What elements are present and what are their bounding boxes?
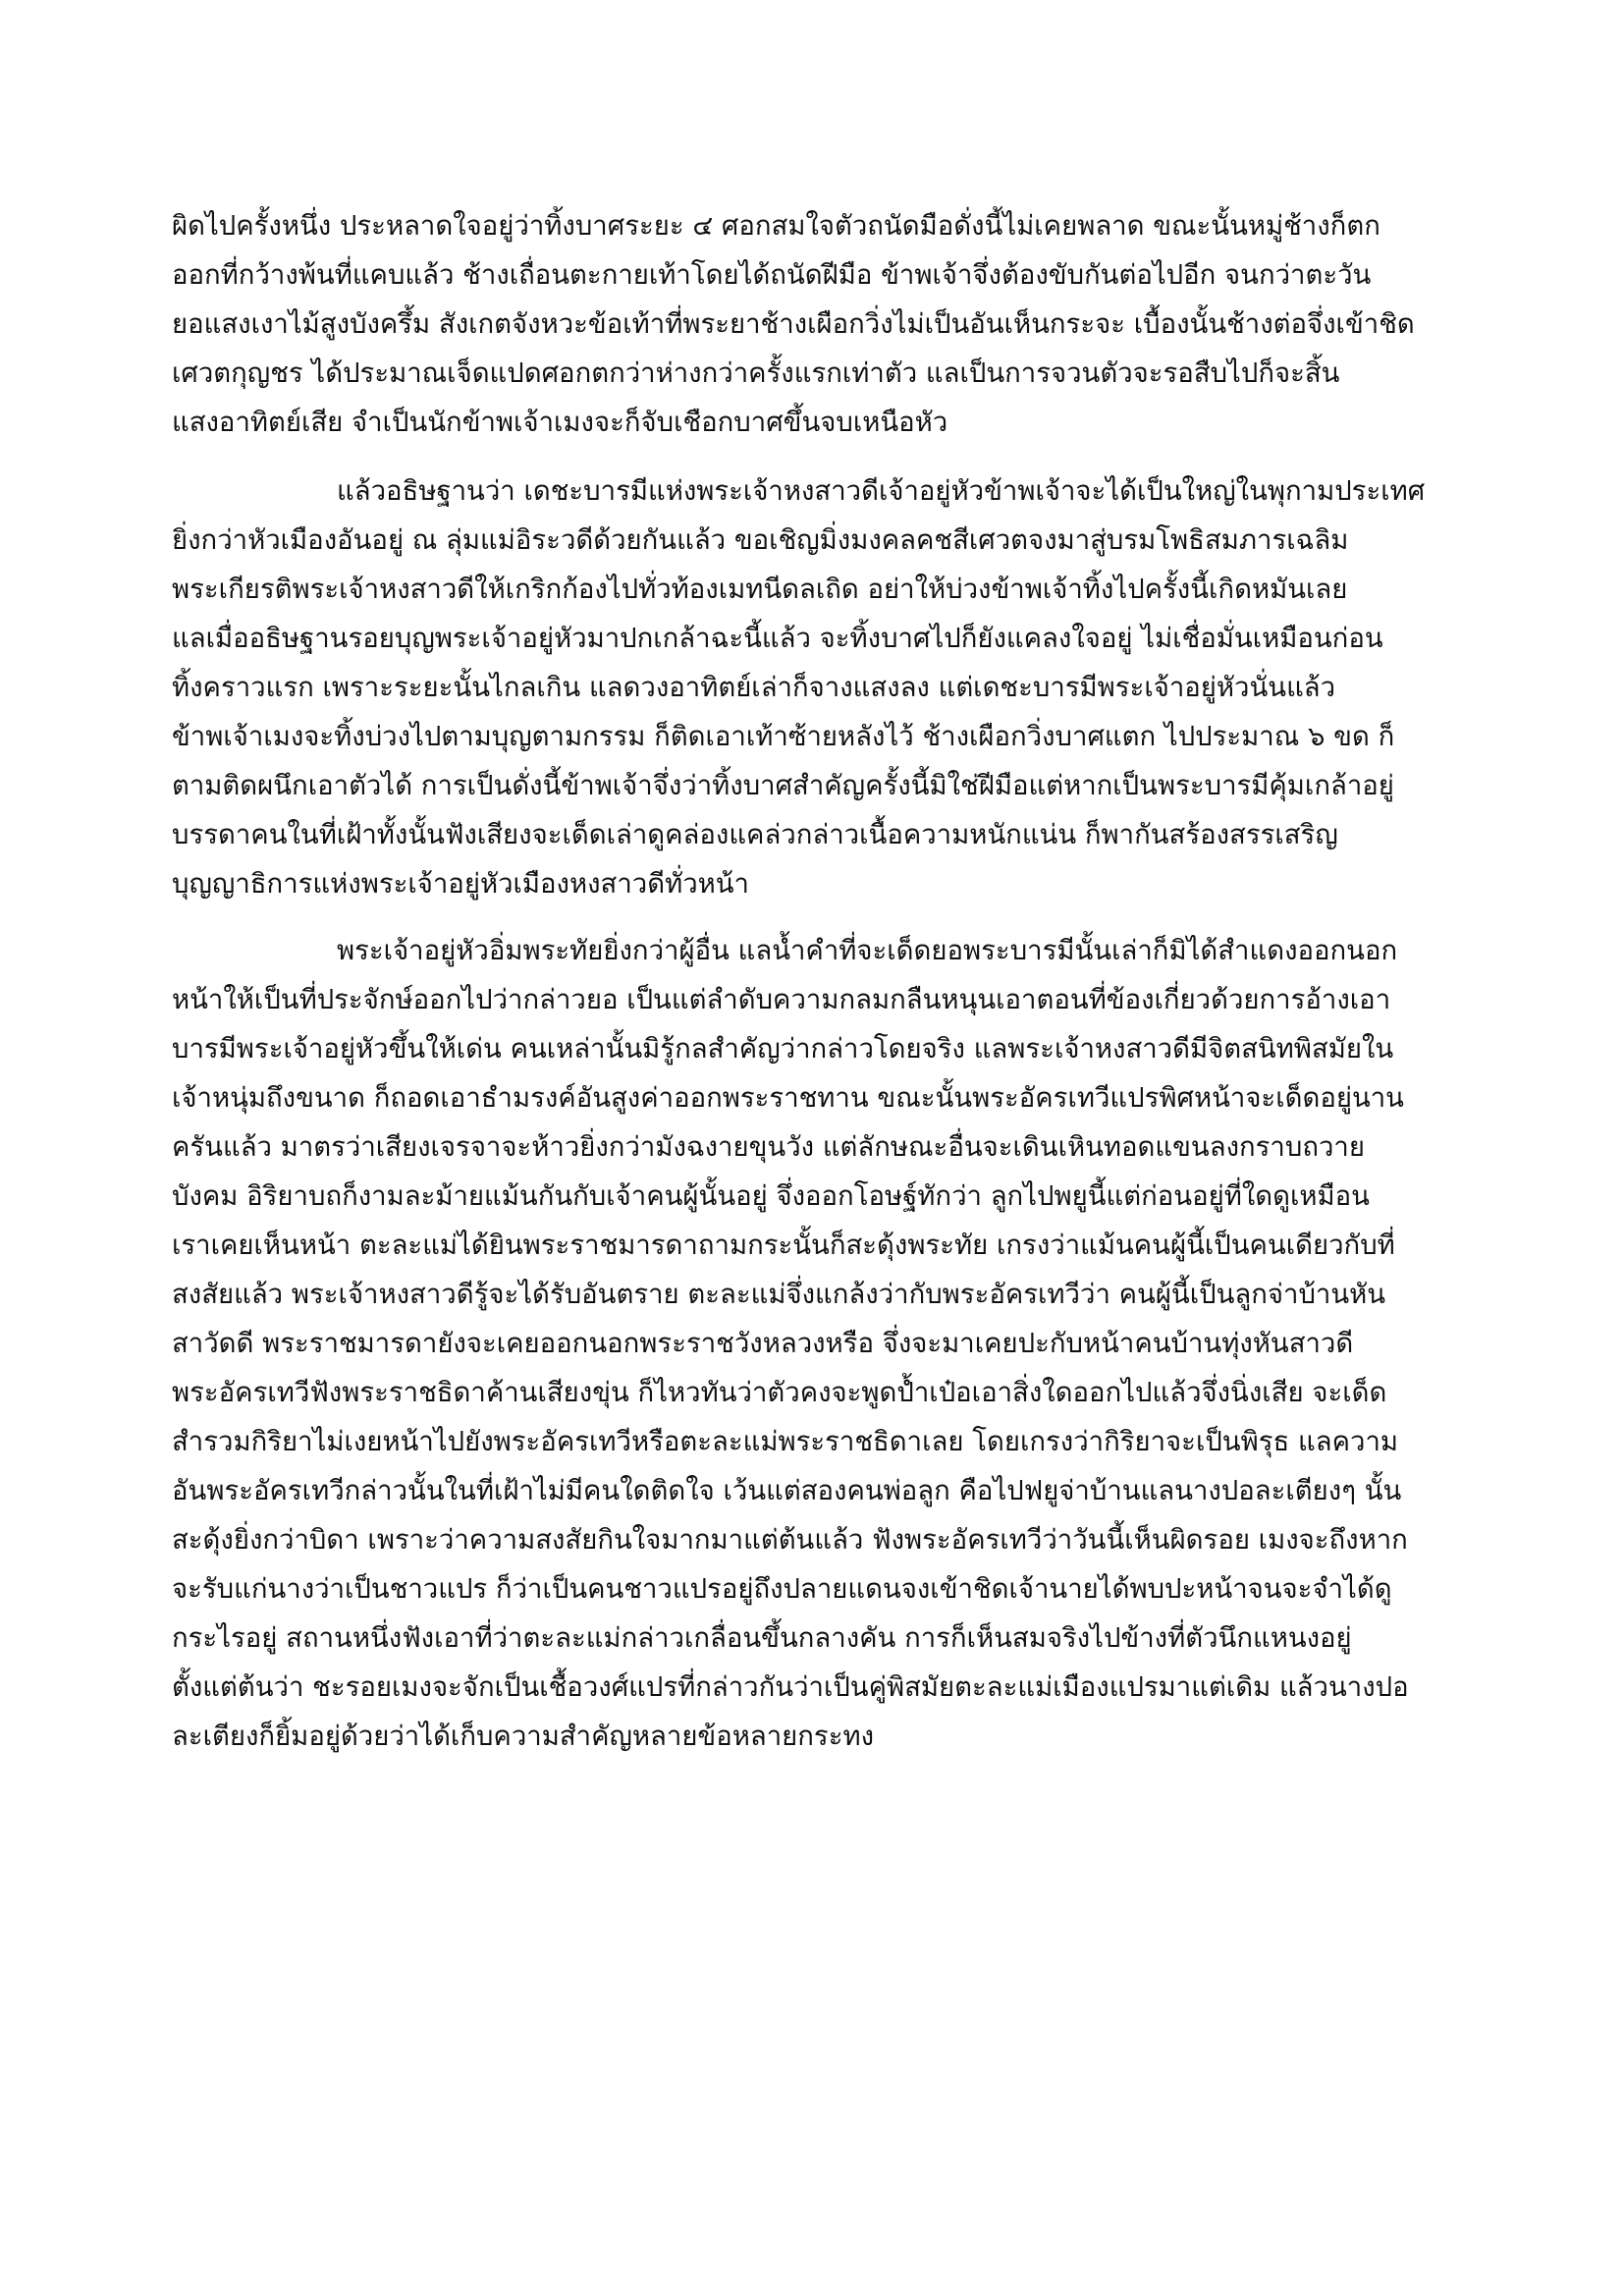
text-line: พระเกียรติพระเจ้าหงสาวดีให้เกริกก้องไปทั่วท้องเมทนีดลเถิด อย่าให้บ่วงข้าพเจ้าทิ้งไปครั้งนี้เกิดหมันเลย — [172, 574, 1348, 605]
text-line: ตามติดผนึกเอาตัวได้ การเป็นดั่งนี้ข้าพเจ้าจึ่งว่าทิ้งบาศสำคัญครั้งนี้มิใช่ฝีมือแต่หากเป็นพระบารมีคุ้มเกล้าอยู่ — [172, 770, 1394, 801]
text-line: บารมีพระเจ้าอยู่หัวขึ้นให้เด่น คนเหล่านั้นมิรู้กลสำคัญว่ากล่าวโดยจริง แลพระเจ้าหงสาวดีมีจิตสนิทพิสมัยใน — [172, 1033, 1394, 1065]
text-line: สะดุ้งยิ่งกว่าบิดา เพราะว่าความสงสัยกินใจมากมาแต่ต้นแล้ว ฟังพระอัครเทวีว่าวันนี้เห็นผิดรอย เมงจะถึงหาก — [172, 1524, 1408, 1556]
text-line: พระเจ้าอยู่หัวอิ่มพระทัยยิ่งกว่าผู้อื่น แลน้ำคำที่จะเด็ดยอพระบารมีนั้นเล่าก็มิได้สำแดงออกนอก — [337, 935, 1398, 966]
text-line: ละเตียงก็ยิ้มอยู่ด้วยว่าได้เก็บความสำคัญหลายข้อหลายกระทง — [172, 1721, 875, 1752]
text-line: ทิ้งคราวแรก เพราะระยะนั้นไกลเกิน แลดวงอาทิตย์เล่าก็จางแสงลง แต่เดชะบารมีพระเจ้าอยู่หัวนั่นแล้ว — [172, 672, 1336, 703]
text-line: ตั้งแต่ต้นว่า ชะรอยเมงจะจักเป็นเชื้อวงศ์แปรที่กล่าวกันว่าเป็นคู่พิสมัยตะละแม่เมืองแปรมาแต่เดิม แล้วนางปอ — [172, 1671, 1409, 1703]
text-line: แล้วอธิษฐานว่า เดชะบารมีแห่งพระเจ้าหงสาวดีเจ้าอยู่หัวข้าพเจ้าจะได้เป็นใหญ่ในพุกามประเทศ — [337, 475, 1426, 507]
text-line: บุญญาธิการแห่งพระเจ้าอยู่หัวเมืองหงสาวดีทั่วหน้า — [172, 868, 750, 900]
paragraph-1 — [172, 201, 1453, 447]
text-line: กระไรอยู่ สถานหนึ่งฟังเอาที่ว่าตะละแม่กล่าวเกลื่อนขึ้นกลางคัน การก็เห็นสมจริงไปข้างที่ตัวนึกแหนงอยู่ — [172, 1622, 1352, 1654]
paragraph-2 — [172, 466, 1453, 908]
text-line: ผิดไปครั้งหนึ่ง ประหลาดใจอยู่ว่าทิ้งบาศระยะ ๔ ศอกสมใจตัวถนัดมือดั่งนี้ไม่เคยพลาด ขณะนั้นหมู่ช้างก็ตก — [172, 210, 1380, 242]
text-line: ออกที่กว้างพ้นที่แคบแล้ว ช้างเถื่อนตะกายเท้าโดยได้ถนัดฝีมือ ข้าพเจ้าจึ่งต้องขับกันต่อไปอีก จนกว่าตะวัน — [172, 259, 1372, 291]
text-line: หน้าให้เป็นที่ประจักษ์ออกไปว่ากล่าวยอ เป็นแต่ลำดับความกลมกลืนหนุนเอาตอนที่ข้องเกี่ยวด้วยการอ้างเอา — [172, 984, 1391, 1015]
text-line: ครันแล้ว มาตรว่าเสียงเจรจาจะห้าวยิ่งกว่ามังฉงายขุนวัง แต่ลักษณะอื่นจะเดินเหินทอดแขนลงกราบถวาย — [172, 1131, 1365, 1163]
text-line: อันพระอัครเทวีกล่าวนั้นในที่เฝ้าไม่มีคนใดติดใจ เว้นแต่สองคนพ่อลูก คือไปฟยูจ่าบ้านแลนางปอละเตียงๆ นั้น — [172, 1475, 1402, 1506]
text-line: เศวตกุญชร ได้ประมาณเจ็ดแปดศอกตกว่าห่างกว่าครั้งแรกเท่าตัว แลเป็นการจวนตัวจะรอสืบไปก็จะสิ้น — [172, 357, 1340, 389]
text-line: ยอแสงเงาไม้สูงบังครึ้ม สังเกตจังหวะข้อเท้าที่พระยาช้างเผือกวิ่งไม่เป็นอันเห็นกระจะ เบื้องนั้นช้างต่อจึ่งเข้าชิด — [172, 308, 1415, 340]
text-line: ข้าพเจ้าเมงจะทิ้งบ่วงไปตามบุญตามกรรม ก็ติดเอาเท้าซ้ายหลังไว้ ช้างเผือกวิ่งบาศแตก ไปประมาณ ๖ ขด ก็ — [172, 721, 1395, 752]
text-line: เราเคยเห็นหน้า ตะละแม่ได้ยินพระราชมารดาถามกระนั้นก็สะดุ้งพระทัย เกรงว่าแม้นคนผู้นี้เป็นคนเดียวกับที่ — [172, 1230, 1395, 1261]
text-line: ยิ่งกว่าหัวเมืองอันอยู่ ณ ลุ่มแม่อิระวดีด้วยกันแล้ว ขอเชิญมิ่งมงคลคชสีเศวตจงมาสู่บรมโพธิสมภารเฉลิม — [172, 524, 1349, 556]
text-line: บังคม อิริยาบถก็งามละม้ายแม้นกันกับเจ้าคนผู้นั้นอยู่ จึ่งออกโอษฐ์ทักว่า ลูกไปพยูนี้แต่ก่อนอยู่ที่ใดดูเหมือน — [172, 1180, 1370, 1212]
text-line: สงสัยแล้ว พระเจ้าหงสาวดีรู้จะได้รับอันตราย ตะละแม่จึ่งแกล้งว่ากับพระอัครเทวีว่า คนผู้นี้เป็นลูกจ่าบ้านหัน — [172, 1279, 1386, 1310]
text-line: สาวัดดี พระราชมารดายังจะเคยออกนอกพระราชวังหลวงหรือ จึ่งจะมาเคยปะกับหน้าคนบ้านทุ่งหันสาวดี — [172, 1328, 1354, 1359]
text-line: บรรดาคนในที่เฝ้าทั้งนั้นฟังเสียงจะเด็ดเล่าดูคล่องแคล่วกล่าวเนื้อความหนักแน่น ก็พากันสร้องสรรเสริญ — [172, 819, 1338, 850]
text-line: จะรับแก่นางว่าเป็นชาวแปร ก็ว่าเป็นคนชาวแปรอยู่ถึงปลายแดนจงเข้าชิดเจ้านายได้พบปะหน้าจนจะจำได้ดู — [172, 1573, 1392, 1605]
document-page — [172, 201, 1453, 1761]
text-line: เจ้าหนุ่มถึงขนาด ก็ถอดเอาธำมรงค์อันสูงค่าออกพระราชทาน ขณะนั้นพระอัครเทวีแปรพิศหน้าจะเด็ดอยู่นาน — [172, 1082, 1404, 1114]
text-line: แลเมื่ออธิษฐานรอยบุญพระเจ้าอยู่หัวมาปกเกล้าฉะนี้แล้ว จะทิ้งบาศไปก็ยังแคลงใจอยู่ ไม่เชื่อมั่นเหมือนก่อน — [172, 623, 1383, 654]
text-line: แสงอาทิตย์เสีย จำเป็นนักข้าพเจ้าเมงจะก็จับเชือกบาศขึ้นจบเหนือหัว — [172, 407, 948, 438]
text-line: สำรวมกิริยาไม่เงยหน้าไปยังพระอัครเทวีหรือตะละแม่พระราชธิดาเลย โดยเกรงว่ากิริยาจะเป็นพิรุธ แลความ — [172, 1426, 1399, 1457]
text-line: พระอัครเทวีฟังพระราชธิดาค้านเสียงขุ่น ก็ไหวทันว่าตัวคงจะพูดป้ำเป๋อเอาสิ่งใดออกไปแล้วจึ่งนิ่งเสีย จะเด็ด — [172, 1377, 1387, 1408]
paragraph-3 — [172, 926, 1453, 1761]
